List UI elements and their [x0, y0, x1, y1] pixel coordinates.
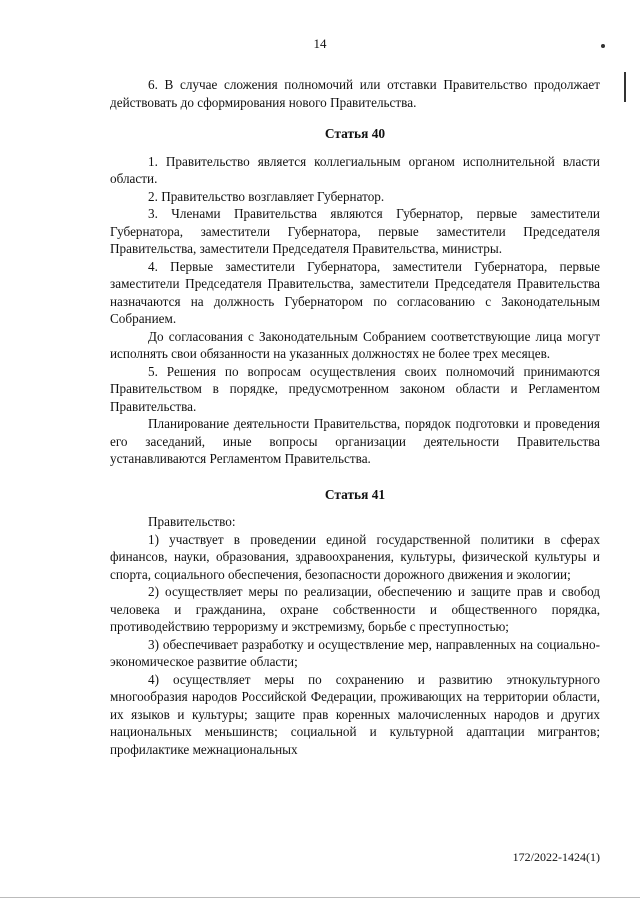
article-40-paragraph: 2. Правительство возглавляет Губернатор.	[148, 188, 385, 204]
article-41-paragraph: 4) осуществляет меры по сохранению и развитию этнокультурного многообразия народов Российской Федерации, проживающих на территории области, их языков и культуры; защите прав коренных малочисленных народов и других национальных меньшинств; социальной и культурной адаптации мигрантов; профилактике межнациональных	[110, 671, 600, 757]
article-40-title: Статья 40	[324, 126, 386, 141]
article-41-paragraph: 3) обеспечивает разработку и осуществление мер, направленных на социально-экономическое развитие области;	[110, 636, 600, 669]
article-40-paragraph: 1. Правительство является коллегиальным органом исполнительной власти области.	[110, 153, 600, 186]
article-40-paragraph: До согласования с Законодательным Собранием соответствующие лица могут исполнять свои обязанности на указанных должностях не более трех месяцев.	[110, 328, 600, 361]
scan-mark	[601, 44, 605, 48]
article-41-paragraph: 1) участвует в проведении единой государственной политики в сферах финансов, науки, образования, здравоохранения, культуры, физической культуры и спорта, социального обеспечения, безопасности дорожного движения и экологии;	[110, 531, 600, 582]
paragraph: 6. В случае сложения полномочий или отставки Правительство продолжает действовать до сформирования нового Правительства.	[110, 77, 600, 110]
article-40-paragraph: 3. Членами Правительства являются Губернатор, первые заместители Губернатора, заместители Губернатора, первые заместители Председателя Правительства, заместители Председателя Правительства, министры.	[110, 206, 600, 256]
scan-mark	[624, 72, 626, 102]
article-41-paragraph: Правительство:	[148, 514, 236, 529]
article-41-paragraph: 2) осуществляет меры по реализации, обеспечению и защите прав и свобод человека и гражданина, охране собственности и общественного порядка, противодействию терроризму и экстремизму, борьбе с преступностью;	[110, 584, 600, 634]
scan-mark	[0, 897, 640, 898]
article-40-paragraph: 4. Первые заместители Губернатора, заместители Губернатора, первые заместители Председателя Правительства, заместители Председателя Правительства назначаются на должность Губернатором по согласованию с Законодательным Собранием.	[110, 258, 600, 326]
document-id: 172/2022-1424(1)	[512, 850, 600, 864]
page-number: 14	[313, 36, 327, 51]
document-body	[110, 76, 600, 758]
article-40-paragraph: 5. Решения по вопросам осуществления своих полномочий принимаются Правительством в порядке, предусмотренном законом области и Регламентом Правительства.	[110, 363, 600, 414]
article-41-title: Статья 41	[324, 486, 386, 502]
article-40-paragraph: Планирование деятельности Правительства, порядок подготовки и проведения его заседаний, иные вопросы организации деятельности Правительства устанавливаются Регламентом Правительства.	[110, 416, 600, 466]
